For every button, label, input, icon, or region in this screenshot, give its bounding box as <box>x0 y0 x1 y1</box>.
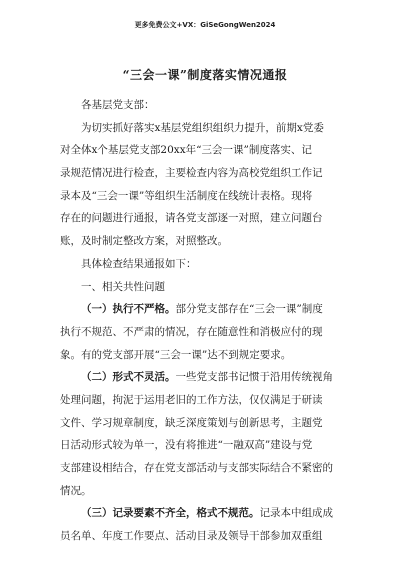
issue-1-heading: （一）执行不严格。 <box>81 303 176 316</box>
issue-2-heading: （二）形式不灵活。 <box>81 371 176 384</box>
section-heading: 一、相关共性问题 <box>81 280 165 293</box>
issue-2-line: 情况。 <box>60 484 92 497</box>
issue-2-text: 一些党支部书记惯于沿用传统视角 <box>175 371 333 384</box>
issue-3-first-line <box>60 502 360 525</box>
intro-line: 为切实抓好落实x基层党组织组织力提升，前期x党委 <box>81 121 324 134</box>
issue-3-line: 员名单、年度工作要点、活动目录及领导干部参加双重组 <box>60 530 323 543</box>
issue-1-first-line <box>60 298 360 321</box>
header-note: 更多免费公文+VX：GiSeGongWen2024 <box>134 21 276 29</box>
issue-1-line: 执行不规范、不严肃的情况，存在随意性和消极应付的现 <box>60 325 323 338</box>
intro-line: 对全体x个基层党支部20xx年“三会一课”制度落实、记 <box>60 144 312 157</box>
document-body <box>60 94 360 548</box>
issue-2-line: 日活动形式较为单一，没有将推进“一融双高”建设与党 <box>60 439 313 452</box>
issue-1-text: 部分党支部存在“三会一课”制度 <box>175 303 323 316</box>
salutation: 各基层党支部： <box>81 99 155 111</box>
issue-2-line: 文件、学习规章制度，缺乏深度策划与创新思考，主题党 <box>60 416 323 429</box>
issue-2-line: 支部建设相结合，存在党支部活动与支部实际结合不紧密的 <box>60 462 333 474</box>
issue-2-line: 处理问题，拘泥于运用老旧的工作方法，仅仅满足于研读 <box>60 393 323 406</box>
results-intro: 具体检查结果通报如下： <box>81 257 197 270</box>
document-title: “三会一课”制度落实情况通报 <box>122 68 288 82</box>
issue-3-heading: （三）记录要素不齐全，格式不规范。 <box>81 507 260 520</box>
issue-2-first-line <box>60 366 360 389</box>
issue-1-line: 象。有的党支部开展“三会一课”达不到规定要求。 <box>60 348 292 361</box>
intro-line: 存在的问题进行通报，请各党支部逐一对照，建立问题台 <box>60 212 323 225</box>
intro-line: 账，及时制定整改方案，对照整改。 <box>60 235 228 248</box>
issue-3-text: 记录本中组成成 <box>259 507 333 520</box>
intro-line: 录规范情况进行检查，主要检查内容为高校党组织工作记 <box>60 167 323 180</box>
intro-line: 录本及“三会一课”等组织生活制度在线统计表格。现将 <box>60 189 313 202</box>
